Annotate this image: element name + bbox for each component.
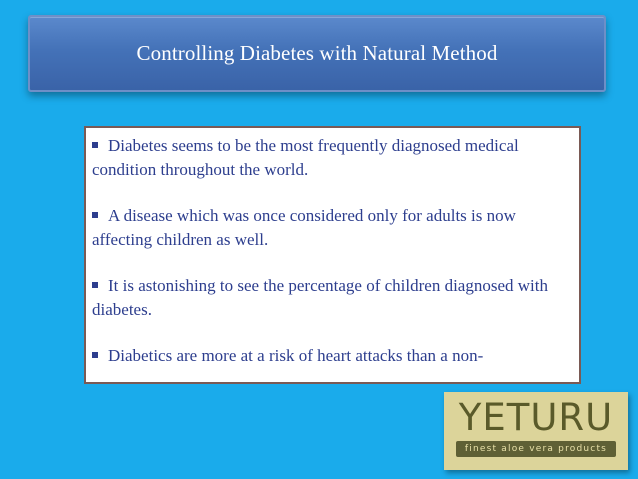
bullet-item bbox=[92, 274, 575, 322]
title-banner bbox=[28, 15, 606, 92]
bullet-square-icon bbox=[92, 142, 98, 148]
bullet-item bbox=[92, 344, 575, 368]
bullet-square-icon bbox=[92, 282, 98, 288]
bullet-text: Diabetes seems to be the most frequently diagnosed medical condition throughout the world. bbox=[92, 136, 519, 179]
logo-tagline: finest aloe vera products bbox=[464, 444, 608, 454]
yeturu-logo bbox=[444, 392, 628, 470]
bullet-item bbox=[92, 204, 575, 252]
content-box bbox=[84, 126, 581, 384]
bullet-text: It is astonishing to see the percentage of children diagnosed with diabetes. bbox=[92, 276, 548, 319]
slide-title: Controlling Diabetes with Natural Method bbox=[136, 41, 498, 65]
bullet-text: Diabetics are more at a risk of heart attacks than a non- bbox=[108, 346, 484, 365]
bullet-square-icon bbox=[92, 352, 98, 358]
bullet-item bbox=[92, 134, 575, 182]
bullet-text: A disease which was once considered only for adults is now affecting children as well. bbox=[92, 206, 516, 249]
bullet-square-icon bbox=[92, 212, 98, 218]
logo-name: YETURU bbox=[458, 396, 614, 439]
